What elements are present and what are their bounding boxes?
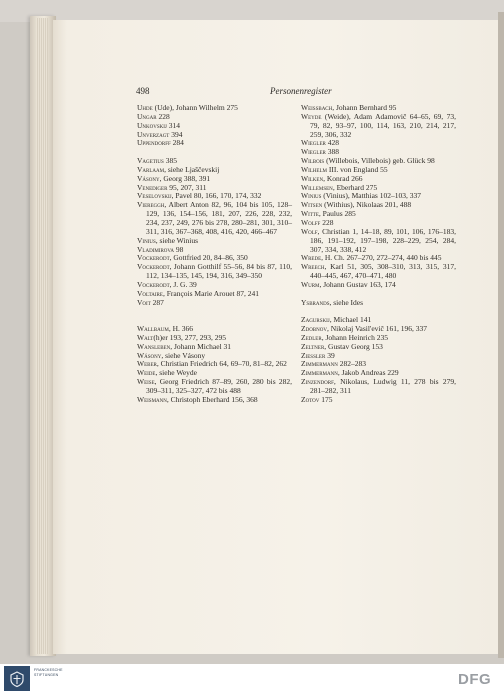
entry-name: Voltaire <box>137 288 163 298</box>
index-entry: Voit 287 <box>137 297 164 307</box>
entry-name: Zinzendorf <box>301 377 334 387</box>
entry-name: Ysbrands <box>301 297 330 307</box>
entry-name: Zdobnov <box>301 324 327 334</box>
entry-name: Veselovskij <box>137 191 172 201</box>
entry-name: Weissbach <box>301 103 333 112</box>
entry-name: Weber <box>137 359 157 369</box>
entry-name: Weide <box>137 368 156 378</box>
entry-name: Varlaam <box>137 164 165 174</box>
entry-name: Voit <box>137 297 151 307</box>
index-entry: Weber, Christian Friedrich 64, 69–70, 81–82, 262 <box>137 359 287 369</box>
crest-icon <box>8 670 26 688</box>
index-entry: Zagurskij, Michael 141 <box>301 315 372 325</box>
running-head: Personenregister <box>270 86 332 96</box>
entry-name: Vagetius <box>137 156 164 166</box>
index-entry: Unverzagt 394 <box>137 129 183 139</box>
entry-name: Zeltner <box>301 341 325 351</box>
index-entry: Vásony, Georg 388, 391 <box>137 173 211 183</box>
index-entry: Vladimirova 98 <box>137 244 184 254</box>
index-entry: Zimmermann, Jakob Andreas 229 <box>301 368 399 378</box>
scan-background-top <box>0 0 504 22</box>
entry-name: Zimmermann <box>301 368 338 378</box>
entry-name: Willemsen <box>301 182 333 192</box>
index-entry: Winius (Vinius), Matthias 102–103, 337 <box>301 191 421 201</box>
index-column-left <box>137 104 292 405</box>
index-entry: Unkovskij 314 <box>137 120 180 130</box>
group-spacer <box>137 307 292 325</box>
index-entry: Wansleben, Johann Michael 31 <box>137 341 232 351</box>
index-entry: Wolf, Christian 1, 14–18, 89, 101, 106, 176–183, 186, 191–192, 197–198, 228–229, 254, 284, 307, 334, 338, 412 <box>301 226 456 254</box>
index-entry: Varlaam, siehe Ljaščevskij <box>137 164 220 174</box>
index-entry: Witte, Paulus 285 <box>301 209 356 219</box>
index-entry: Wallbaum, H. 366 <box>137 324 193 334</box>
index-entry: Wásony, siehe Vásony <box>137 350 206 360</box>
index-column-right <box>301 104 456 405</box>
book-right-edge <box>498 12 504 658</box>
index-entry: Wilhelm III. von England 55 <box>301 164 388 174</box>
index-entry: Ziessler 39 <box>301 350 335 360</box>
index-entry: Vockerodt, Johann Gotthilf 55–56, 84 bis 87, 110, 112, 134–135, 145, 194, 316, 349–350 <box>137 262 292 281</box>
index-entry: Wreech, Karl 51, 305, 308–310, 313, 315, 317, 440–445, 467, 470–471, 480 <box>301 262 456 281</box>
entry-name: Wallbaum <box>137 324 169 334</box>
entry-name: Wilbois <box>301 156 325 166</box>
entry-name: Wiegler <box>301 147 326 157</box>
entry-name: Vladimirova <box>137 244 174 254</box>
dfg-logo[interactable]: DFG <box>458 671 492 688</box>
entry-name: Witte <box>301 209 319 219</box>
index-entry: Viereggh, Albert Anton 82, 96, 104 bis 105, 128–129, 136, 154–156, 181, 207, 226, 228, 232, 234, 237, 249, 276 bis 278, 280–281, 301, 310–311, 316, 367–368, 408, 416, 420, 466–467 <box>137 200 292 236</box>
page-number: 498 <box>136 86 150 96</box>
entry-name: Zagurskij <box>301 315 330 325</box>
entry-name: Wurm <box>301 279 320 289</box>
entry-name: Witsen <box>301 200 323 210</box>
entry-name: Zedler <box>301 332 322 342</box>
index-entry: Uppendorff 284 <box>137 138 184 148</box>
index-entry: Willemsen, Eberhard 275 <box>301 182 378 192</box>
index-entry: Veselovskij, Pavel 80, 166, 170, 174, 332 <box>137 191 262 201</box>
index-entry: Zimmermann 282–283 <box>301 359 366 369</box>
entry-name: Wolff <box>301 217 321 227</box>
entry-name: Vinius <box>137 235 156 245</box>
index-entry: Wiegler 428 <box>301 138 339 148</box>
entry-name: Walt <box>137 332 154 342</box>
entry-name: Ziessler <box>301 350 326 360</box>
index-entry: Wilbois (Willebois, Villebois) geb. Glück 98 <box>301 156 435 166</box>
index-entry: Walt(h)er 193, 277, 293, 295 <box>137 332 227 342</box>
entry-name: Vásony <box>137 173 160 183</box>
index-entry: Wrede, H. Ch. 267–270, 272–274, 440 bis 445 <box>301 253 442 263</box>
index-entry: Zinzendorf, Nikolaus, Ludwig 11, 278 bis 279, 281–282, 311 <box>301 377 456 395</box>
index-entry: Ysbrands, siehe Ides <box>301 297 364 307</box>
index-entry: Wiegler 388 <box>301 147 339 157</box>
index-entry: Weismann, Christoph Eberhard 156, 368 <box>137 394 258 404</box>
entry-name: Zotov <box>301 394 320 404</box>
index-entry: Wolff 228 <box>301 217 334 227</box>
entry-name: Wiegler <box>301 138 326 148</box>
entry-name: Vockerodt <box>137 279 170 289</box>
entry-name: Wilhelm <box>301 164 327 174</box>
index-entry: Uhde (Ude), Johann Wilhelm 275 <box>137 103 238 112</box>
index-entry: Wurm, Johann Gustav 163, 174 <box>301 279 396 289</box>
logo-caption: FRANCKESCHE STIFTUNGEN <box>34 668 63 677</box>
index-entry: Voltaire, François Marie Arouet 87, 241 <box>137 288 259 298</box>
entry-name: Venediger <box>137 182 168 192</box>
franckesche-stiftungen-logo[interactable] <box>4 666 30 691</box>
entry-name: Viereggh <box>137 200 165 210</box>
entry-name: Zimmermann <box>301 359 338 369</box>
index-entry: Witsen (Withius), Nikolaas 201, 488 <box>301 200 412 210</box>
index-entry: Vockerodt, Gottfried 20, 84–86, 350 <box>137 253 248 263</box>
index-entry: Zdobnov, Nikolaj Vasil'evič 161, 196, 337 <box>301 324 427 334</box>
index-entry: Weise, Georg Friedrich 87–89, 260, 280 bis 282, 309–311, 325–327, 472 bis 488 <box>137 377 292 395</box>
page-stack-edges <box>36 18 48 654</box>
index-entry: Zeltner, Gustav Georg 153 <box>301 341 383 351</box>
index-entry: Vockerodt, J. G. 39 <box>137 279 197 289</box>
entry-name: Ungar <box>137 111 157 121</box>
index-entry: Weyde (Weide), Adam Adamovič 64–65, 69, 73, 79, 82, 93–97, 100, 114, 163, 210, 214, 217, 259, 306, 332 <box>301 111 456 139</box>
entry-name: Winius <box>301 191 322 201</box>
entry-name: Wansleben <box>137 341 171 351</box>
entry-name: Unkovskij <box>137 120 167 130</box>
entry-name: Wrede <box>301 253 322 263</box>
entry-name: Unverzagt <box>137 129 170 139</box>
entry-name: Vockerodt <box>137 262 170 272</box>
entry-name: Weise <box>137 377 155 387</box>
index-entry: Weissbach, Johann Bernhard 95 <box>301 103 397 112</box>
index-entry: Vagetius 385 <box>137 156 177 166</box>
entry-name: Wásony <box>137 350 162 360</box>
entry-name: Weyde <box>301 111 322 121</box>
entry-name: Weismann <box>137 394 167 404</box>
entry-name: Wreech <box>301 262 325 272</box>
index-entry: Ungar 228 <box>137 111 170 121</box>
index-entry: Weide, siehe Weyde <box>137 368 198 378</box>
index-entry: Zedler, Johann Heinrich 235 <box>301 332 388 342</box>
entry-name: Uhde <box>137 103 153 112</box>
index-entry: Zotov 175 <box>301 394 333 404</box>
entry-name: Wilken <box>301 173 324 183</box>
viewer-footer-bar <box>0 664 504 693</box>
entry-name: Vockerodt <box>137 253 170 263</box>
index-entry: Wilken, Konrad 266 <box>301 173 363 183</box>
index-entry: Vinius, siehe Winius <box>137 235 199 245</box>
entry-name: Wolf <box>301 226 318 236</box>
index-entry: Venediger 95, 207, 311 <box>137 182 207 192</box>
entry-name: Uppendorff <box>137 138 171 148</box>
